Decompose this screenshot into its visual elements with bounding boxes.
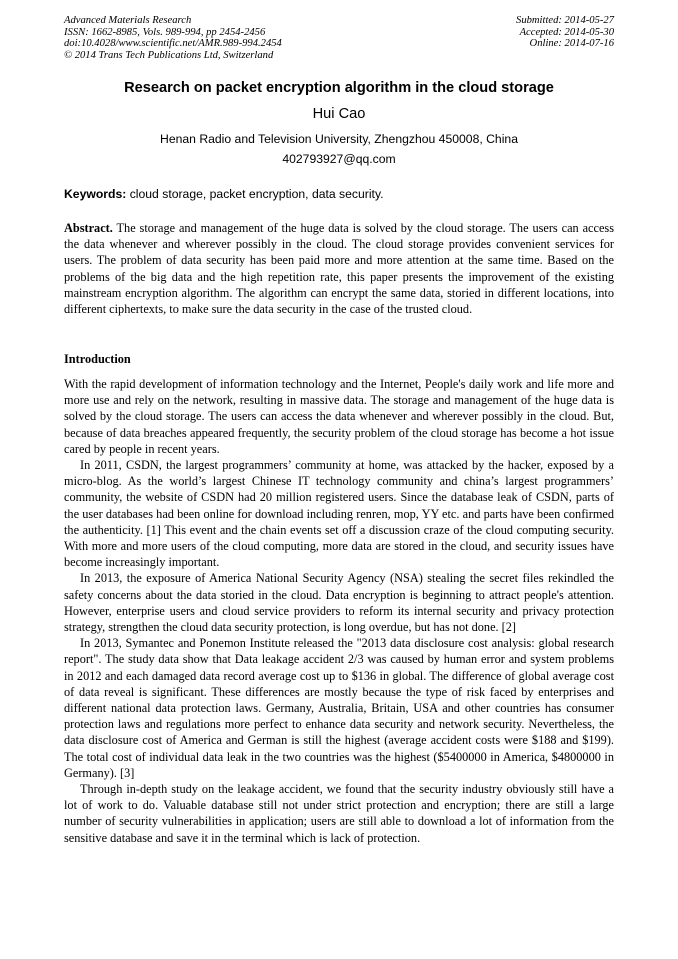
abstract-text: The storage and management of the huge data is solved by the cloud storage. The users can access the data whenever and wherever possibly in the cloud. The cloud storage provides convenient services for users. The problem of data security has been paid more and more attention at the same time. Based on the problems of the big data and the high repetition rate, this paper presents the improvement of the existing mainstream encryption algorithm. The algorithm can encrypt the same data, storied in different locations, into different ciphertexts, to make sure the data security in the case of the trusted cloud. [64, 221, 614, 317]
keywords-text: cloud storage, packet encryption, data security. [126, 187, 384, 201]
abstract-label: Abstract. [64, 221, 113, 235]
author-email: 402793927@qq.com [282, 152, 396, 166]
online-date: Online: 2014-07-16 [529, 38, 614, 49]
submitted-date: Submitted: 2014-05-27 [516, 15, 614, 26]
issn-line: ISSN: 1662-8985, Vols. 989-994, pp 2454-2456 [64, 26, 266, 38]
copyright-line: © 2014 Trans Tech Publications Ltd, Switzerland [64, 49, 274, 61]
keywords-label: Keywords: [64, 187, 127, 201]
submission-dates [516, 15, 614, 50]
abstract [64, 220, 614, 317]
author-name: Hui Cao [312, 106, 366, 122]
section-heading-introduction: Introduction [64, 352, 131, 366]
accepted-date: Accepted: 2014-05-30 [519, 26, 614, 38]
introduction-body [64, 376, 614, 846]
intro-paragraph: In 2013, Symantec and Ponemon Institute released the "2013 data disclosure cost analysis: global research report". The study data show that Data leakage accident 2/3 was caused by human error and system problems in 2012 and each damaged data record average cost up to $136 in global. The difference of global average cost of data reveal is significant. These differences are mostly because the type of risk faced by enterprises and different national data protection laws. Germany, Australia, Britain, USA and other countries has consumer protection laws and regulations more perfect to enhance data security and network security. Nevertheless, the data disclosure cost of America and German is still the highest (average accident costs were $188 and $199). The total cost of individual data leak in the two countries was the highest ($5400000 in America, $4800000 in Germany). [3] [64, 636, 614, 780]
keywords [64, 187, 614, 201]
journal-info [64, 15, 282, 61]
intro-paragraph: With the rapid development of information technology and the Internet, People's daily work and life more and more use and rely on the network, resulting in massive data. The storage and management of the huge data is solved by the cloud storage. The users can access the data whenever and wherever possibly in the cloud. But, because of data breaches appeared frequently, the security problem of the cloud storage has become a hot issue cared by people in recent years. [64, 377, 614, 456]
paper-title: Research on packet encryption algorithm in the cloud storage [124, 80, 554, 96]
intro-paragraph: In 2011, CSDN, the largest programmers’ community at home, was attacked by the hacker, exposed by a micro-blog. As the world’s largest Chinese IT technology community and china’s largest programmers’ community, the website of CSDN had 20 million registered users. Since the database leak of CSDN, parts of the user databases had been online for download including renren, mop, YY etc. and parts have been confirmed the authenticity. [1] This event and the chain events set off a discussion craze of the cloud computing security. With more and more users of the cloud computing, more data are stored in the cloud, and security issues have become increasingly important. [64, 458, 614, 570]
doi-line: doi:10.4028/www.scientific.net/AMR.989-994.2454 [64, 38, 282, 49]
intro-paragraph: Through in-depth study on the leakage accident, we found that the security industry obviously still have a lot of work to do. Valuable database still not under strict protection and encryption; there are still a large number of security vulnerabilities in application; users are still able to download a lot of information from the sensitive database and save it in the terminal which is lack of protection. [64, 782, 614, 845]
journal-name: Advanced Materials Research [64, 15, 192, 26]
author-affiliation: Henan Radio and Television University, Zhengzhou 450008, China [160, 132, 518, 146]
intro-paragraph: In 2013, the exposure of America National Security Agency (NSA) stealing the secret files rekindled the safety concerns about the data storied in the cloud. Data encryption is beginning to attract people's attention. However, enterprise users and cloud service providers to reform its internal security and privacy protection strategy, strengthen the cloud data security protection, is long overdue, but has not done. [2] [64, 571, 614, 635]
